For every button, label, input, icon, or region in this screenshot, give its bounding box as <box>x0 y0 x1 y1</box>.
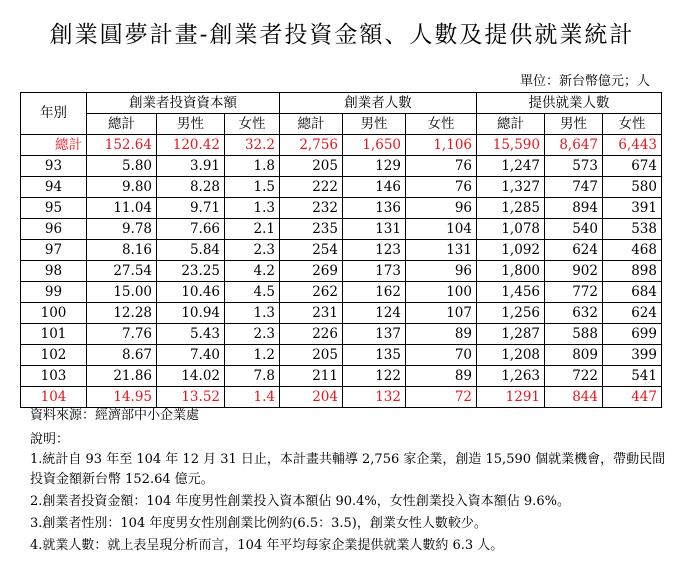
value-cell: 8,647 <box>545 135 603 156</box>
subheader-total: 總計 <box>280 114 343 135</box>
value-cell: 232 <box>280 198 343 219</box>
value-cell: 1.3 <box>225 198 280 219</box>
group-header-capital: 創業者投資資本額 <box>87 93 280 114</box>
year-cell: 98 <box>21 261 87 282</box>
value-cell: 205 <box>280 345 343 366</box>
notes-heading: 說明： <box>30 432 70 447</box>
value-cell: 137 <box>343 324 406 345</box>
value-cell: 132 <box>343 387 406 408</box>
value-cell: 122 <box>343 366 406 387</box>
value-cell: 1,327 <box>477 177 545 198</box>
table-row <box>21 177 662 198</box>
value-cell: 269 <box>280 261 343 282</box>
table-row <box>21 156 662 177</box>
statistics-table <box>20 92 662 408</box>
value-cell: 5.80 <box>87 156 157 177</box>
value-cell: 9.80 <box>87 177 157 198</box>
year-cell: 104 <box>21 387 87 408</box>
value-cell: 96 <box>406 261 477 282</box>
note-1: 1.統計自 93 年至 104 年 12 月 31 日止，本計畫共輔導 2,756 家企業，創造 15,590 個就業機會，帶動民間投資金額新台幣 152.64 億元。 <box>30 452 666 487</box>
year-cell: 總計 <box>21 135 87 156</box>
value-cell: 173 <box>343 261 406 282</box>
value-cell: 1.8 <box>225 156 280 177</box>
subheader-male: 男性 <box>157 114 225 135</box>
value-cell: 588 <box>545 324 603 345</box>
value-cell: 8.16 <box>87 240 157 261</box>
table-row <box>21 345 662 366</box>
table-row <box>21 261 662 282</box>
table-row <box>21 219 662 240</box>
value-cell: 2,756 <box>280 135 343 156</box>
value-cell: 89 <box>406 366 477 387</box>
value-cell: 7.40 <box>157 345 225 366</box>
table-row <box>21 198 662 219</box>
value-cell: 107 <box>406 303 477 324</box>
value-cell: 399 <box>603 345 662 366</box>
value-cell: 21.86 <box>87 366 157 387</box>
value-cell: 100 <box>406 282 477 303</box>
value-cell: 1,092 <box>477 240 545 261</box>
source-note: 資料來源：經濟部中小企業處 <box>30 408 200 423</box>
year-cell: 94 <box>21 177 87 198</box>
value-cell: 684 <box>603 282 662 303</box>
value-cell: 1,456 <box>477 282 545 303</box>
value-cell: 468 <box>603 240 662 261</box>
value-cell: 4.2 <box>225 261 280 282</box>
value-cell: 14.95 <box>87 387 157 408</box>
value-cell: 3.91 <box>157 156 225 177</box>
value-cell: 2.3 <box>225 324 280 345</box>
value-cell: 1,106 <box>406 135 477 156</box>
year-header: 年別 <box>21 93 87 135</box>
unit-label: 單位：新台幣億元；人 <box>519 74 650 89</box>
value-cell: 632 <box>545 303 603 324</box>
year-cell: 97 <box>21 240 87 261</box>
value-cell: 7.76 <box>87 324 157 345</box>
value-cell: 131 <box>406 240 477 261</box>
value-cell: 120.42 <box>157 135 225 156</box>
value-cell: 1291 <box>477 387 545 408</box>
value-cell: 8.67 <box>87 345 157 366</box>
value-cell: 23.25 <box>157 261 225 282</box>
value-cell: 10.46 <box>157 282 225 303</box>
page-title: 創業圓夢計畫-創業者投資金額、人數及提供就業統計 <box>49 22 635 48</box>
value-cell: 231 <box>280 303 343 324</box>
group-header-employment: 提供就業人數 <box>477 93 662 114</box>
value-cell: 2.1 <box>225 219 280 240</box>
value-cell: 809 <box>545 345 603 366</box>
value-cell: 70 <box>406 345 477 366</box>
value-cell: 15.00 <box>87 282 157 303</box>
value-cell: 2.3 <box>225 240 280 261</box>
value-cell: 254 <box>280 240 343 261</box>
table-row <box>21 240 662 261</box>
value-cell: 1.4 <box>225 387 280 408</box>
value-cell: 9.71 <box>157 198 225 219</box>
value-cell: 14.02 <box>157 366 225 387</box>
value-cell: 5.43 <box>157 324 225 345</box>
value-cell: 898 <box>603 261 662 282</box>
value-cell: 162 <box>343 282 406 303</box>
value-cell: 573 <box>545 156 603 177</box>
value-cell: 1,247 <box>477 156 545 177</box>
value-cell: 1,208 <box>477 345 545 366</box>
year-cell: 102 <box>21 345 87 366</box>
value-cell: 6,443 <box>603 135 662 156</box>
value-cell: 15,590 <box>477 135 545 156</box>
value-cell: 1.2 <box>225 345 280 366</box>
value-cell: 1,078 <box>477 219 545 240</box>
value-cell: 538 <box>603 219 662 240</box>
value-cell: 540 <box>545 219 603 240</box>
value-cell: 226 <box>280 324 343 345</box>
year-cell: 101 <box>21 324 87 345</box>
year-cell: 93 <box>21 156 87 177</box>
value-cell: 8.28 <box>157 177 225 198</box>
value-cell: 13.52 <box>157 387 225 408</box>
value-cell: 129 <box>343 156 406 177</box>
value-cell: 11.04 <box>87 198 157 219</box>
year-cell: 95 <box>21 198 87 219</box>
value-cell: 76 <box>406 177 477 198</box>
note-2: 2.創業者投資金額：104 年度男性創業投入資本額佔 90.4%，女性創業投入資本額佔 9.6%。 <box>30 494 570 509</box>
value-cell: 123 <box>343 240 406 261</box>
subheader-female: 女性 <box>406 114 477 135</box>
subheader-total: 總計 <box>477 114 545 135</box>
value-cell: 580 <box>603 177 662 198</box>
year-cell: 99 <box>21 282 87 303</box>
value-cell: 391 <box>603 198 662 219</box>
table-row <box>21 135 662 156</box>
value-cell: 96 <box>406 198 477 219</box>
value-cell: 447 <box>603 387 662 408</box>
table-row <box>21 366 662 387</box>
value-cell: 152.64 <box>87 135 157 156</box>
value-cell: 124 <box>343 303 406 324</box>
value-cell: 222 <box>280 177 343 198</box>
value-cell: 235 <box>280 219 343 240</box>
value-cell: 1,285 <box>477 198 545 219</box>
value-cell: 1,800 <box>477 261 545 282</box>
value-cell: 32.2 <box>225 135 280 156</box>
value-cell: 844 <box>545 387 603 408</box>
value-cell: 10.94 <box>157 303 225 324</box>
value-cell: 1.5 <box>225 177 280 198</box>
subheader-female: 女性 <box>603 114 662 135</box>
table-row <box>21 282 662 303</box>
value-cell: 146 <box>343 177 406 198</box>
value-cell: 1.3 <box>225 303 280 324</box>
value-cell: 902 <box>545 261 603 282</box>
value-cell: 211 <box>280 366 343 387</box>
value-cell: 72 <box>406 387 477 408</box>
table-row <box>21 303 662 324</box>
value-cell: 5.84 <box>157 240 225 261</box>
value-cell: 747 <box>545 177 603 198</box>
subheader-total: 總計 <box>87 114 157 135</box>
value-cell: 772 <box>545 282 603 303</box>
note-4: 4.就業人數：就上表呈現分析而言，104 年平均每家企業提供就業人數約 6.3 人。 <box>30 538 504 553</box>
value-cell: 136 <box>343 198 406 219</box>
value-cell: 135 <box>343 345 406 366</box>
subheader-male: 男性 <box>545 114 603 135</box>
value-cell: 7.8 <box>225 366 280 387</box>
value-cell: 204 <box>280 387 343 408</box>
value-cell: 1,287 <box>477 324 545 345</box>
table-body <box>21 135 662 408</box>
value-cell: 12.28 <box>87 303 157 324</box>
value-cell: 205 <box>280 156 343 177</box>
year-cell: 96 <box>21 219 87 240</box>
subheader-female: 女性 <box>225 114 280 135</box>
year-cell: 103 <box>21 366 87 387</box>
value-cell: 262 <box>280 282 343 303</box>
value-cell: 1,263 <box>477 366 545 387</box>
note-3: 3.創業者性別：104 年度男女性別創業比例約(6.5：3.5)，創業女性人數較少。 <box>30 516 487 531</box>
value-cell: 1,256 <box>477 303 545 324</box>
group-header-founders: 創業者人數 <box>280 93 477 114</box>
value-cell: 27.54 <box>87 261 157 282</box>
value-cell: 894 <box>545 198 603 219</box>
value-cell: 104 <box>406 219 477 240</box>
value-cell: 699 <box>603 324 662 345</box>
year-cell: 100 <box>21 303 87 324</box>
value-cell: 541 <box>603 366 662 387</box>
value-cell: 722 <box>545 366 603 387</box>
value-cell: 4.5 <box>225 282 280 303</box>
value-cell: 1,650 <box>343 135 406 156</box>
value-cell: 7.66 <box>157 219 225 240</box>
table-row <box>21 324 662 345</box>
value-cell: 9.78 <box>87 219 157 240</box>
value-cell: 76 <box>406 156 477 177</box>
subheader-male: 男性 <box>343 114 406 135</box>
value-cell: 624 <box>603 303 662 324</box>
value-cell: 624 <box>545 240 603 261</box>
value-cell: 674 <box>603 156 662 177</box>
value-cell: 89 <box>406 324 477 345</box>
value-cell: 131 <box>343 219 406 240</box>
